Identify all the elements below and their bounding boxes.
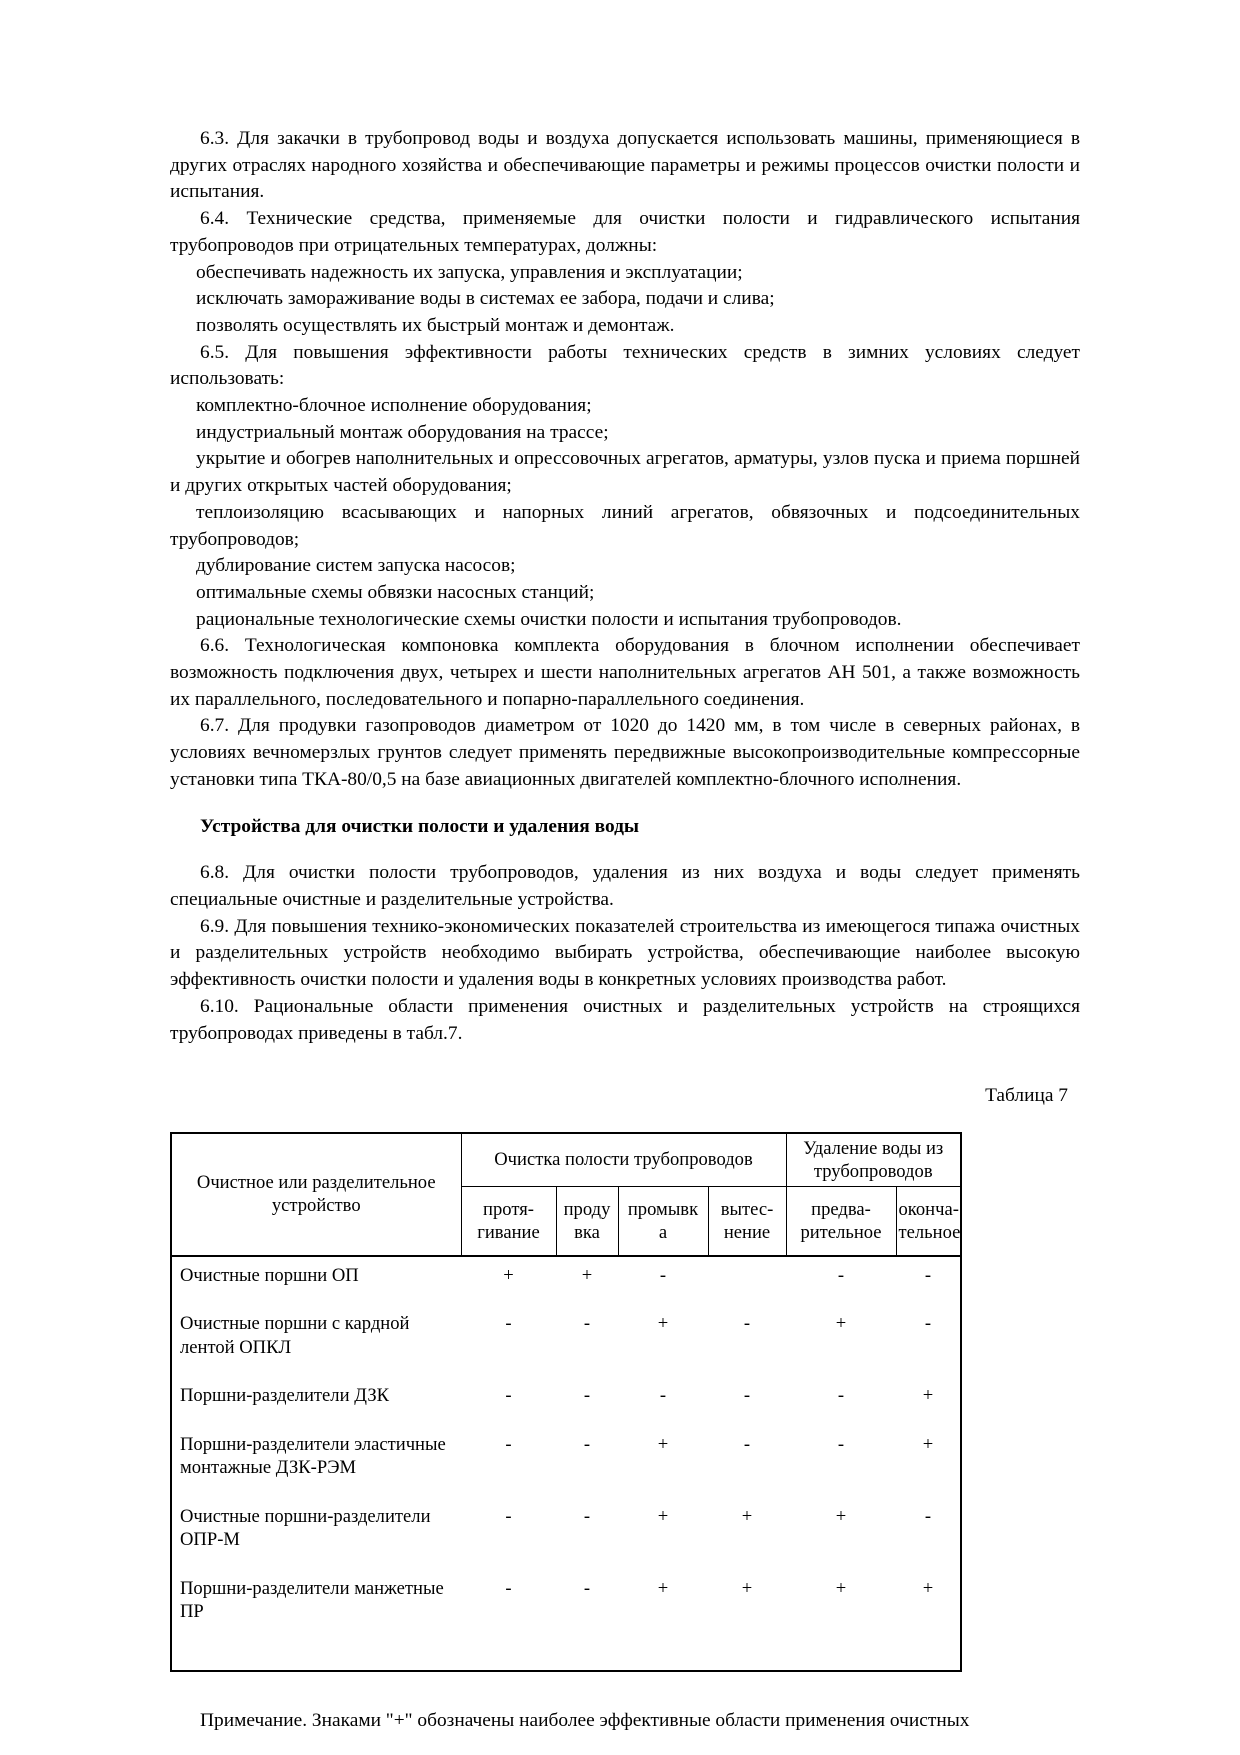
row-device-name: Очистные поршни-разделители ОПР-М [171, 1498, 461, 1570]
mark-value: - [505, 1505, 512, 1527]
header-subcol-line-1: протя- [483, 1198, 534, 1220]
mark-value: + [741, 1577, 753, 1599]
header-subcol-line-2: вка [574, 1221, 600, 1243]
list-item-optimal-schemes: оптимальные схемы обвязки насосных станций; [196, 581, 595, 603]
mark-value: - [505, 1385, 512, 1407]
mark-value: + [835, 1505, 847, 1527]
table-row [171, 1305, 961, 1377]
row-mark-promyvka [618, 1256, 708, 1306]
row-mark-vytesnenie [708, 1570, 786, 1671]
list-item-freezing: исключать замораживание воды в системах ее забора, подачи и слива; [196, 288, 775, 310]
mark-value: - [837, 1385, 845, 1407]
mark-value: + [657, 1313, 669, 1335]
mark-value: - [505, 1577, 512, 1599]
table-row [171, 1570, 961, 1671]
mark-value: + [581, 1264, 593, 1286]
header-subcol-line-2: тельное [898, 1221, 961, 1243]
mark-value: - [505, 1433, 512, 1455]
spacer-before-note [170, 1672, 1080, 1708]
table-row [171, 1498, 961, 1570]
header-subcol-line-2: рительное [800, 1221, 882, 1243]
row-mark-promyvka [618, 1377, 708, 1426]
row-mark-vytesnenie [708, 1426, 786, 1498]
row-mark-produvka [556, 1570, 618, 1671]
table-7-wrapper [170, 1132, 960, 1672]
mark-value: - [837, 1433, 845, 1455]
row-mark-vytesnenie [708, 1305, 786, 1377]
paragraph-6-9: 6.9. Для повышения технико-экономических показателей строительства из имеющегося типажа очистных и разделительных устройств необходимо выбирать устройства, обеспечивающие наиболее высокую эффективность очистки полости и удаления воды в конкретных условиях производства работ. [170, 915, 1080, 991]
mark-value: - [583, 1433, 591, 1455]
list-item-block-equipment: комплектно-блочное исполнение оборудования; [196, 395, 592, 417]
paragraph-6-5: 6.5. Для повышения эффективности работы технических средств в зимних условиях следует использовать: [170, 341, 1080, 390]
row-mark-produvka [556, 1498, 618, 1570]
mark-value: - [583, 1505, 591, 1527]
header-subcol-line-1: промывк [627, 1198, 699, 1220]
row-mark-okonchatelnoe [896, 1570, 961, 1671]
mark-value: - [659, 1385, 667, 1407]
row-device-name: Поршни-разделители эластичные монтажные ДЗК-РЭМ [171, 1426, 461, 1498]
mark-value: - [924, 1264, 932, 1286]
header-row-groups [171, 1133, 961, 1187]
row-mark-protyagivanie [461, 1498, 556, 1570]
header-subcol-line-2: а [658, 1221, 668, 1243]
header-subcol-line-1: оконча- [898, 1198, 959, 1220]
row-device-name: Поршни-разделители манжетные ПР [171, 1570, 461, 1671]
mark-value: + [922, 1577, 934, 1599]
header-subcol-promyvka [618, 1186, 708, 1256]
row-mark-okonchatelnoe [896, 1256, 961, 1306]
row-mark-promyvka [618, 1498, 708, 1570]
header-subcol-produvka [556, 1186, 618, 1256]
mark-value: + [835, 1577, 847, 1599]
paragraph-6-4: 6.4. Технические средства, применяемые для очистки полости и гидравлического испытания трубопроводов при отрицательных температурах, должны: [170, 208, 1080, 256]
row-mark-promyvka [618, 1570, 708, 1671]
row-mark-produvka [556, 1305, 618, 1377]
row-mark-protyagivanie [461, 1377, 556, 1426]
row-mark-okonchatelnoe [896, 1305, 961, 1377]
header-group-cleaning: Очистка полости трубопроводов [461, 1133, 786, 1187]
row-mark-produvka [556, 1256, 618, 1306]
row-mark-okonchatelnoe [896, 1426, 961, 1498]
mark-value: - [837, 1264, 845, 1286]
header-subcol-line-2: гивание [477, 1221, 540, 1243]
paragraph-6-8: 6.8. Для очистки полости трубопроводов, удаления из них воздуха и воды следует применять специальные очистные и разделительные устройства. [170, 862, 1080, 910]
row-mark-protyagivanie [461, 1426, 556, 1498]
paragraph-6-10: 6.10. Рациональные области применения очистных и разделительных устройств на строящихся трубопроводах приведены в табл.7. [170, 995, 1080, 1044]
row-device-name: Очистные поршни с кардной лентой ОПКЛ [171, 1305, 461, 1377]
table-7 [170, 1132, 962, 1672]
row-mark-vytesnenie [708, 1377, 786, 1426]
mark-value: + [835, 1313, 847, 1335]
header-subcol-line-2: нение [723, 1221, 771, 1243]
header-subcol-line-1: вытес- [720, 1198, 774, 1220]
header-subcol-vytesnenie [708, 1186, 786, 1256]
mark-value: - [924, 1505, 932, 1527]
mark-value: - [743, 1313, 751, 1335]
header-subcol-okonchatelnoe [896, 1186, 961, 1256]
row-mark-predvaritelnoe [786, 1305, 896, 1377]
header-subcol-line-1: проду [563, 1198, 611, 1220]
mark-value: - [659, 1264, 667, 1286]
paragraph-6-7: 6.7. Для продувки газопроводов диаметром от 1020 до 1420 мм, в том числе в северных районах, в условиях вечномерзлых грунтов следует применять передвижные высокопроизводительные компрессорные установки типа ТКА-80/0,5 на базе авиационных двигателей комплектно-блочного исполнения. [170, 715, 1080, 790]
row-mark-predvaritelnoe [786, 1377, 896, 1426]
list-item-rational-schemes: рациональные технологические схемы очистки полости и испытания трубопроводов. [196, 608, 902, 630]
list-item-industrial-mounting: индустриальный монтаж оборудования на трассе; [196, 421, 609, 443]
header-group-water-removal: Удаление воды из трубопроводов [786, 1133, 961, 1187]
mark-value: + [503, 1264, 514, 1286]
table-row [171, 1377, 961, 1426]
mark-value: + [657, 1433, 669, 1455]
mark-value: + [657, 1577, 669, 1599]
row-mark-predvaritelnoe [786, 1498, 896, 1570]
row-mark-promyvka [618, 1426, 708, 1498]
list-item-shelter-heating: укрытие и обогрев наполнительных и опрессовочных агрегатов, арматуры, узлов пуска и приема поршней и других открытых частей оборудования; [170, 448, 1080, 497]
spacer-before-caption [170, 1047, 1080, 1083]
row-mark-predvaritelnoe [786, 1570, 896, 1671]
mark-value: - [583, 1577, 591, 1599]
mark-value: - [505, 1313, 512, 1335]
table-row [171, 1426, 961, 1498]
table-header [171, 1133, 961, 1256]
row-mark-protyagivanie [461, 1256, 556, 1306]
list-item-mounting: позволять осуществлять их быстрый монтаж и демонтаж. [196, 314, 675, 336]
spacer-after-caption [170, 1110, 1080, 1132]
list-item-reliability: обеспечивать надежность их запуска, управления и эксплуатации; [196, 261, 743, 283]
row-mark-produvka [556, 1426, 618, 1498]
mark-value: + [922, 1433, 934, 1455]
mark-value: - [743, 1433, 751, 1455]
list-item-thermal-insulation: теплоизоляцию всасывающих и напорных линий агрегатов, обвязочных и подсоединительных трубопроводов; [170, 501, 1080, 550]
header-device-column: Очистное или разделительное устройство [171, 1133, 461, 1256]
row-device-name: Поршни-разделители ДЗК [171, 1377, 461, 1426]
mark-value: - [924, 1313, 932, 1335]
row-mark-okonchatelnoe [896, 1377, 961, 1426]
spacer-before-heading [170, 794, 1080, 814]
header-subcol-line-1: предва- [811, 1198, 871, 1220]
row-mark-promyvka [618, 1305, 708, 1377]
mark-value: + [657, 1505, 669, 1527]
list-item-pump-start-duplication: дублирование систем запуска насосов; [196, 555, 516, 577]
row-device-name: Очистные поршни ОП [171, 1256, 461, 1306]
table-row [171, 1256, 961, 1306]
header-subcol-predvaritelnoe [786, 1186, 896, 1256]
mark-value: + [922, 1385, 934, 1407]
mark-value: - [583, 1313, 591, 1335]
section-heading: Устройства для очистки полости и удаления воды [200, 815, 640, 837]
row-mark-okonchatelnoe [896, 1498, 961, 1570]
mark-value: - [743, 1385, 751, 1407]
table-caption: Таблица 7 [985, 1085, 1068, 1107]
paragraph-6-3: 6.3. Для закачки в трубопровод воды и воздуха допускается использовать машины, применяющиеся в других отраслях народного хозяйства и обеспечивающие параметры и режимы процессов очистки полости и испытания. [170, 128, 1080, 203]
row-mark-vytesnenie [708, 1498, 786, 1570]
paragraph-6-6: 6.6. Технологическая компоновка комплекта оборудования в блочном исполнении обеспечивает возможность подключения двух, четырех и шести наполнительных агрегатов АН 501, а также возможность их параллельного, последовательного и попарно-параллельного соединения. [170, 635, 1080, 710]
row-mark-predvaritelnoe [786, 1256, 896, 1306]
row-mark-vytesnenie [708, 1256, 786, 1306]
row-mark-produvka [556, 1377, 618, 1426]
mark-value: + [741, 1505, 753, 1527]
mark-value: - [583, 1385, 591, 1407]
table-note: Примечание. Знаками "+" обозначены наиболее эффективные области применения очистных [200, 1709, 970, 1731]
row-mark-predvaritelnoe [786, 1426, 896, 1498]
spacer-after-heading [170, 840, 1080, 860]
row-mark-protyagivanie [461, 1305, 556, 1377]
header-subcol-protyagivanie [461, 1186, 556, 1256]
table-body [171, 1256, 961, 1671]
row-mark-protyagivanie [461, 1570, 556, 1671]
